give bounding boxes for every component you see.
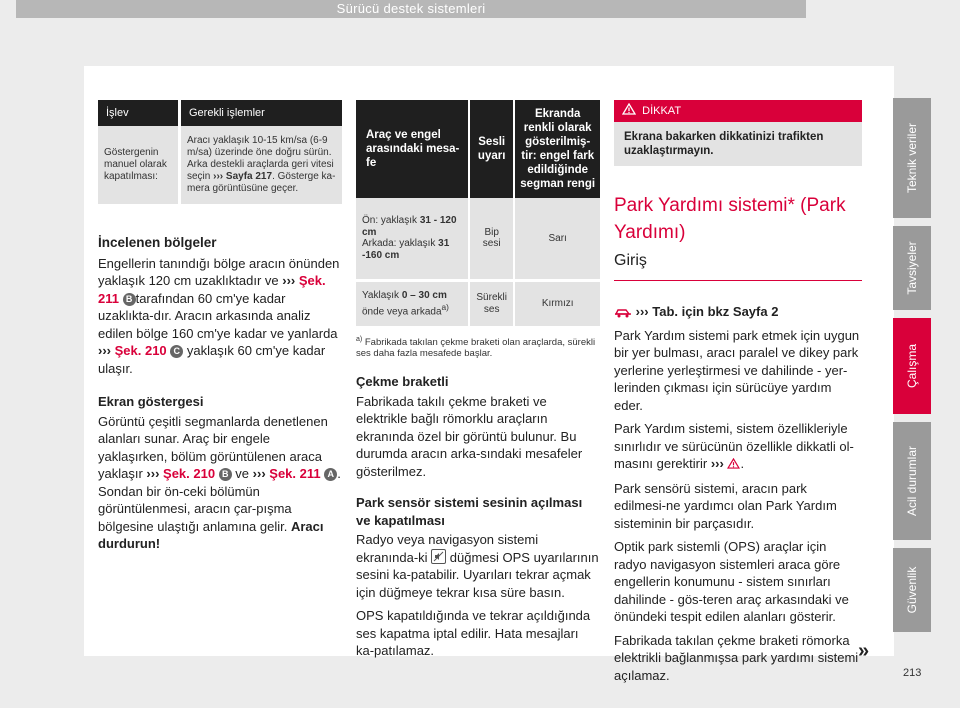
page-title: Park Yardımı sistemi* (Park Yardımı) [614, 195, 846, 243]
function-table [98, 100, 342, 204]
table-cell-distance: Ön: yaklaşık 31 - 120 cm Arkada: yaklaşık 31 -160 cm [356, 198, 469, 280]
table-header-function: İşlev [98, 100, 180, 126]
tab-tavsiyeler[interactable]: Tavsiyeler [893, 226, 931, 310]
paragraph-display: Görüntü çeşitli segmanlarda denetlenen alanları sunar. Araç bir engele yaklaşırken, bölüm görüntülenen araca yaklaşır ››› Şek. 210 B ve ››› Şek. 211 A . Sondan bir ön-ceki bölümün görüntülenmesi, aracın çar-pışma bölgesine ulaştığı anlamına gelir. Aracı durdurun! [98, 413, 341, 551]
paragraph-intro: Park Yardım sistemi park etmek için uygun bir yer bulması, aracı paralel ve dikey park yerlerine yerleştirmesi ve dahilinde - yer-lerinden çıkması için sürücüye yardım eder. [614, 327, 860, 413]
footnote: $^{a)}$ Fabrikada takılan çekme braketi olan araçlarda, sürekli ses daha fazla mesafede başlar. [356, 336, 596, 360]
column-1 [98, 100, 342, 553]
paragraph-limits: Park Yardım sistemi, sistem özellikleriyle sınırlıdır ve sürücünün özellikle dikkatli ol-masını gerektirir ››› . [614, 420, 862, 474]
section-header: Sürücü destek sistemleri [16, 0, 806, 18]
badge-a: A [324, 468, 337, 481]
table-reference: ››› Tab. için bkz Sayfa 2 [614, 303, 862, 323]
table-header-actions: Gerekli işlemler [180, 100, 343, 126]
section-title-tow-bar: Çekme braketli [356, 374, 449, 390]
car-icon [614, 305, 632, 323]
page-number: 213 [903, 667, 922, 679]
badge-c: C [170, 345, 183, 358]
tab-guvenlik[interactable]: Güvenlik [893, 548, 931, 632]
column-3 [614, 100, 862, 684]
figure-link-210[interactable]: Şek. 210 [111, 343, 171, 358]
table-header-sound: Sesli uyarı [469, 100, 514, 198]
paragraph-ops: Optik park sistemli (OPS) araçlar için radyo navigasyon sistemleri araca göre engellerin konumunu - sistem sınırları dahilinde - gös-teren araç arkasındaki ve önündeki tespit edilen alanları gösterir. [614, 539, 849, 624]
table-cell-sound: Sürekli ses [469, 280, 514, 326]
warning-icon [622, 101, 636, 123]
table-header-color: Ekranda renkli olarak gösterilmiş-tir: engel fark edildiğinde segman rengi [514, 100, 600, 198]
table-cell-distance: Yaklaşık 0 – 30 cm önde veya arkada$^{a)}$ [356, 280, 469, 326]
section-title-sound-toggle: Park sensör sistemi sesinin açılması ve kapatılması [356, 495, 583, 528]
badge-b: B [219, 468, 232, 481]
tab-teknik-veriler[interactable]: Teknik veriler [893, 98, 931, 218]
figure-link-210[interactable]: Şek. 210 [159, 466, 219, 481]
paragraph-sound-toggle: Radyo veya navigasyon sistemi ekranında-ki düğmesi OPS uyarılarının sesini ka-patabilir. Uyarıları tekrar açmak için düğmeye tekrar kısa süre basın. [356, 532, 599, 600]
warning-icon [727, 456, 740, 474]
paragraph-regions: Engellerin tanındığı bölge aracın önünden yaklaşık 120 cm uzaklıktadır ve ››› Şek. 211 B tarafından 60 cm'ye kadar uzaklıkta-dır. Aracın arkasında analiz edilen bölge 160 cm'ye kadar ve yanlarda ››› Şek. 210 C yaklaşık 60 cm'ye kadar ulaşır. [98, 255, 340, 376]
badge-b: B [123, 293, 136, 306]
table-cell-function: Göstergenin manuel olarak kapatılması: [98, 126, 180, 204]
paragraph-ops-reset: OPS kapatıldığında ve tekrar açıldığında ses kapatma iptal edilir. Hata mesajları ka-patılamaz. [356, 608, 591, 659]
tab-calisma[interactable]: Çalışma [893, 318, 931, 414]
table-row [356, 280, 600, 326]
column-2 [356, 100, 600, 660]
table-cell-color: Sarı [514, 198, 600, 280]
continue-mark: » [858, 640, 870, 662]
warning-header [614, 100, 862, 122]
table-cell-color: Kırmızı [514, 280, 600, 326]
section-title-display: Ekran göstergesi [98, 394, 204, 409]
table-cell-sound: Bip sesi [469, 198, 514, 280]
paragraph-sensor: Park sensörü sistemi, aracın park edilmesi-ne yardımcı olan Park Yardım sisteminin bir parçasıdır. [614, 480, 837, 531]
section-title-regions: İncelenen bölgeler [98, 235, 217, 250]
paragraph-tow-bar: Fabrikada takılı çekme braketi ve elektrikle bağlı römorklu araçların ekranında özel bir görüntü bulunur. Bu durumda aracın arka-sındaki mesafeler gösterilmez. [356, 393, 583, 479]
warning-label: DİKKAT [642, 105, 682, 117]
table-row [356, 198, 600, 280]
mute-button-icon [431, 549, 446, 564]
table-row [98, 126, 342, 204]
paragraph-trailer: Fabrikada takılan çekme braketi römorka elektrikli bağlanmışsa park yardımı sistemi açılamaz. [614, 632, 859, 683]
tab-acil-durumlar[interactable]: Acil durumlar [893, 422, 931, 540]
table-header-distance: Araç ve engel arasındaki mesa-fe [356, 100, 469, 198]
figure-link-211[interactable]: Şek. 211 [98, 273, 326, 306]
warning-text: Ekrana bakarken dikkatinizi trafikten uzaklaştırmayın. [614, 122, 862, 166]
figure-link-211[interactable]: Şek. 211 [265, 466, 325, 481]
table-cell-actions: Aracı yaklaşık 10-15 km/sa (6-9 m/sa) üzerinde öne doğru sürün. Arka destekli araçlarda geri vitesi seçin ››› Sayfa 217. Gösterge ka-mera görüntüsüne geçer. [180, 126, 343, 204]
section-subtitle: Giriş [614, 252, 862, 281]
distance-table [356, 100, 600, 326]
